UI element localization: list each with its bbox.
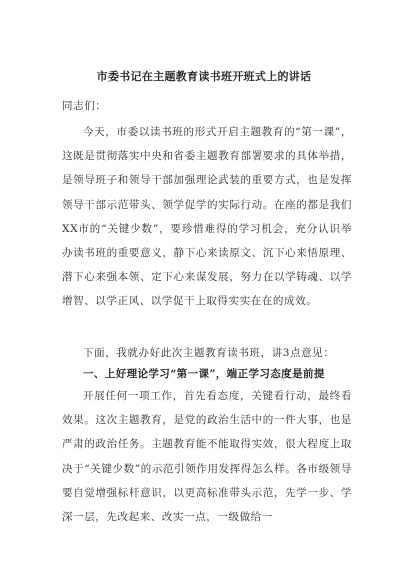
paragraph-section-1: 开展任何一项工作，首先看态度，关键看行动，最终看效果。这次主题教育，是党的政治生活中的一件大事，也是严肃的政治任务。主题教育能不能取得实效，很大程度上取决于“关键少数”的示范引领作用发挥得怎么样。各市级领导要自觉增强标杆意识，以更高标准带头示范，先学一步、学深一层，先改起来、改实一点，一级做给一 <box>62 390 352 524</box>
salutation: 同志们： <box>62 100 107 112</box>
paragraph-intro: 今天，市委以读书班的形式开启主题教育的“第一课”，这既是贯彻落实中央和省委主题教育部署要求的具体举措，是领导班子和领导干部加强理论武装的重要方式，也是发挥领导干部示范带头、领学促学的实际行动。在座的都是我们XX市的“关键少数”，要珍惜难得的学习机会，充分认识举办读书班的重要意义，静下心来读原文、沉下心来悟原理、潜下心来强本领、定下心来谋发展，努力在以学铸魂、以学增智、以学正风、以学促干上取得实实在在的成效。 <box>62 126 352 308</box>
section-heading-1: 一、上好理论学习“第一课”，端正学习态度是前提 <box>83 368 325 380</box>
paragraph-outline: 下面，我就办好此次主题教育读书班，讲3点意见： <box>83 347 335 359</box>
document-title: 市委书记在主题教育读书班开班式上的讲话 <box>96 70 312 83</box>
